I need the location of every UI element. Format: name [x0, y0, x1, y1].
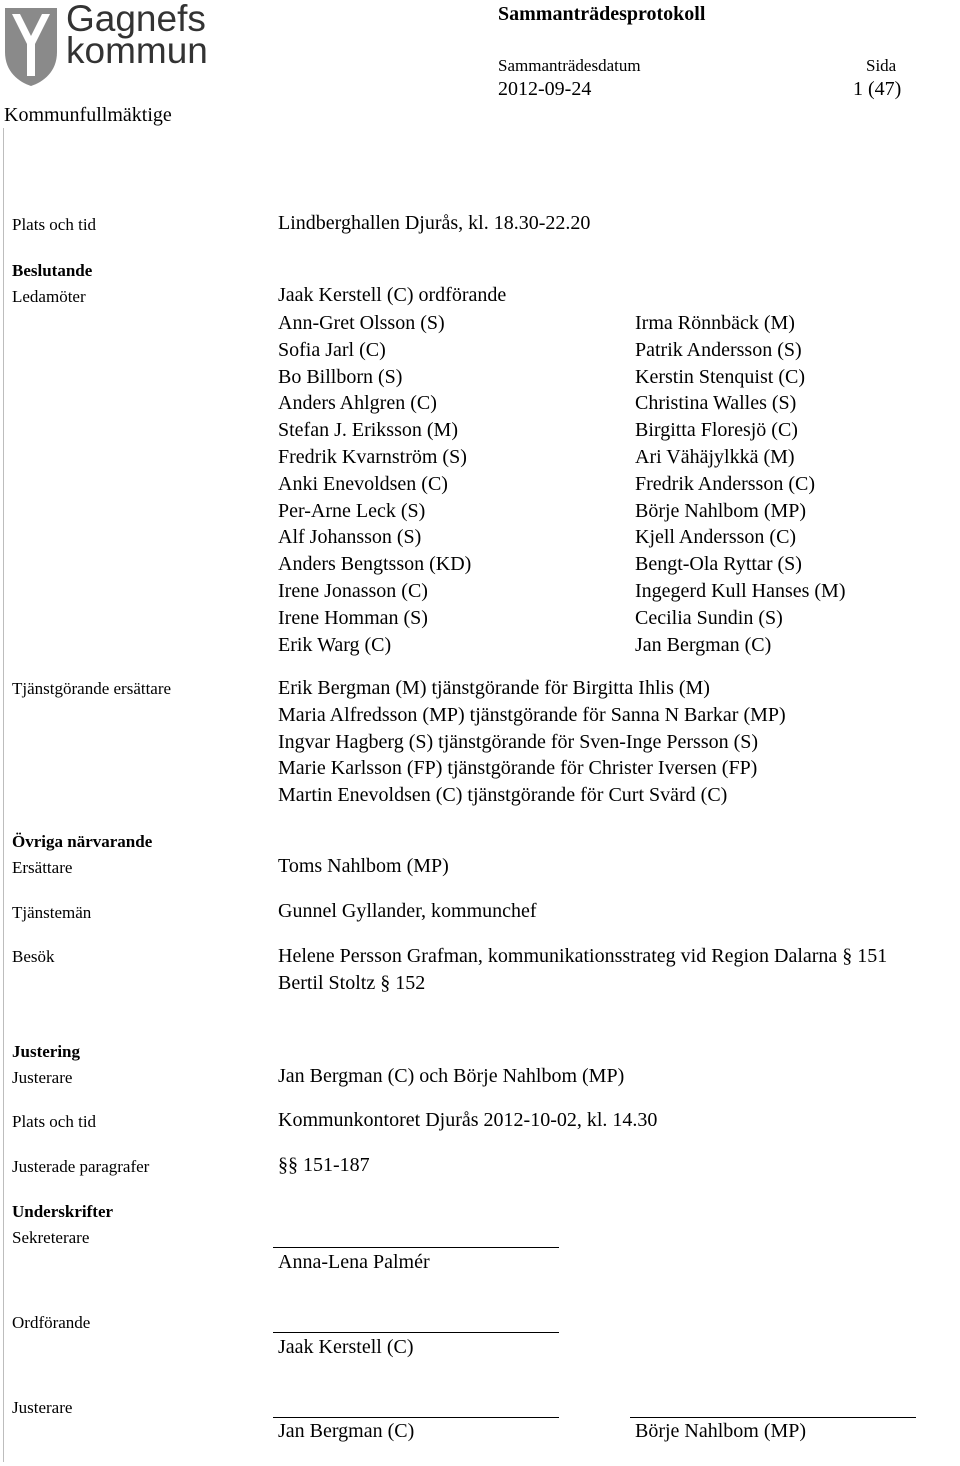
- page-number: 1 (47): [853, 78, 902, 100]
- member-entry: Stefan J. Eriksson (M): [278, 419, 458, 442]
- secretary-signature-line: [273, 1247, 559, 1248]
- adjuster-signature-label: Justerare: [12, 1398, 73, 1417]
- others-heading: Övriga närvarande: [12, 832, 153, 851]
- left-margin-line: [3, 128, 4, 1462]
- chair-label: Ordförande: [12, 1313, 91, 1332]
- body-name: Kommunfullmäktige: [4, 104, 172, 126]
- signatures-heading: Underskrifter: [12, 1202, 114, 1221]
- member-entry: Alf Johansson (S): [278, 526, 422, 549]
- adjuster-name-1: Jan Bergman (C): [278, 1420, 415, 1442]
- deciding-heading: Beslutande: [12, 261, 93, 280]
- chair-name: Jaak Kerstell (C): [278, 1336, 414, 1358]
- officials-label: Tjänstemän: [12, 903, 92, 922]
- substitute-entry: Marie Karlsson (FP) tjänstgörande för Christer Iversen (FP): [278, 757, 758, 780]
- substitutes-label: Tjänstgörande ersättare: [12, 679, 172, 698]
- municipality-coat-of-arms-logo: [3, 4, 59, 88]
- member-entry: Irma Rönnbäck (M): [635, 312, 795, 334]
- adjuster-name-2: Börje Nahlbom (MP): [635, 1420, 807, 1442]
- visit-entry: Bertil Stoltz § 152: [278, 971, 426, 994]
- page-label: Sida: [866, 56, 897, 75]
- secretary-label: Sekreterare: [12, 1228, 90, 1247]
- member-entry: Kjell Andersson (C): [635, 526, 797, 549]
- place-time-value: Lindberghallen Djurås, kl. 18.30-22.20: [278, 212, 591, 234]
- member-entry: Christina Walles (S): [635, 392, 797, 415]
- alternates-label: Ersättare: [12, 858, 73, 877]
- paragraphs-value: §§ 151-187: [278, 1154, 370, 1176]
- member-entry: Cecilia Sundin (S): [635, 606, 783, 629]
- substitute-entry: Martin Enevoldsen (C) tjänstgörande för Curt Svärd (C): [278, 784, 728, 807]
- visit-label: Besök: [12, 947, 55, 966]
- members-list-left: [278, 310, 471, 658]
- paragraphs-label: Justerade paragrafer: [12, 1157, 150, 1176]
- member-entry: Irene Homman (S): [278, 606, 428, 629]
- member-entry: Irene Jonasson (C): [278, 579, 428, 602]
- municipality-name-line1: Gagnefs: [66, 0, 206, 39]
- officials-value: Gunnel Gyllander, kommunchef: [278, 900, 537, 922]
- chair-signature-line: [273, 1332, 559, 1333]
- document-type: Sammanträdesprotokoll: [498, 3, 706, 25]
- members-label: Ledamöter: [12, 287, 86, 306]
- adjustment-place-value: Kommunkontoret Djurås 2012-10-02, kl. 14.30: [278, 1109, 658, 1131]
- adjusters-value: Jan Bergman (C) och Börje Nahlbom (MP): [278, 1065, 625, 1087]
- member-entry: Patrik Andersson (S): [635, 338, 802, 361]
- adjuster-signature-line-1: [273, 1417, 559, 1418]
- member-entry: Kerstin Stenquist (C): [635, 365, 805, 388]
- members-list-right: [635, 310, 846, 658]
- member-entry: Bengt-Ola Ryttar (S): [635, 553, 802, 576]
- member-entry: Sofia Jarl (C): [278, 338, 386, 361]
- member-entry: Fredrik Kvarnström (S): [278, 445, 467, 468]
- member-entry: Birgitta Floresjö (C): [635, 419, 798, 442]
- adjustment-heading: Justering: [12, 1042, 80, 1061]
- adjusters-label: Justerare: [12, 1068, 73, 1087]
- substitute-entry: Ingvar Hagberg (S) tjänstgörande för Sven-Inge Persson (S): [278, 730, 759, 753]
- member-entry: Per-Arne Leck (S): [278, 499, 426, 522]
- visit-entry: Helene Persson Grafman, kommunikationsstrateg vid Region Dalarna § 151: [278, 945, 888, 967]
- chair-member: Jaak Kerstell (C) ordförande: [278, 284, 507, 306]
- substitute-entry: Maria Alfredsson (MP) tjänstgörande för Sanna N Barkar (MP): [278, 703, 786, 726]
- member-entry: Ingegerd Kull Hanses (M): [635, 579, 846, 602]
- member-entry: Erik Warg (C): [278, 633, 392, 656]
- municipality-name-line2: kommun: [66, 30, 208, 71]
- alternates-value: Toms Nahlbom (MP): [278, 855, 449, 877]
- adjustment-place-label: Plats och tid: [12, 1112, 97, 1131]
- place-time-label: Plats och tid: [12, 215, 97, 234]
- member-entry: Ann-Gret Olsson (S): [278, 312, 445, 334]
- member-entry: Ari Vähäjylkkä (M): [635, 445, 795, 468]
- meeting-date-label: Sammanträdesdatum: [498, 56, 641, 75]
- member-entry: Fredrik Andersson (C): [635, 472, 815, 495]
- member-entry: Anders Bengtsson (KD): [278, 553, 472, 576]
- substitutes-list: [278, 675, 786, 809]
- member-entry: Anders Ahlgren (C): [278, 392, 437, 415]
- member-entry: Anki Enevoldsen (C): [278, 472, 448, 495]
- visit-list: [278, 943, 887, 997]
- member-entry: Bo Billborn (S): [278, 365, 403, 388]
- substitute-entry: Erik Bergman (M) tjänstgörande för Birgitta Ihlis (M): [278, 677, 710, 699]
- secretary-name: Anna-Lena Palmér: [278, 1251, 430, 1273]
- meeting-date-value: 2012-09-24: [498, 78, 592, 100]
- adjuster-signature-line-2: [630, 1417, 916, 1418]
- member-entry: Jan Bergman (C): [635, 633, 772, 656]
- member-entry: Börje Nahlbom (MP): [635, 499, 807, 522]
